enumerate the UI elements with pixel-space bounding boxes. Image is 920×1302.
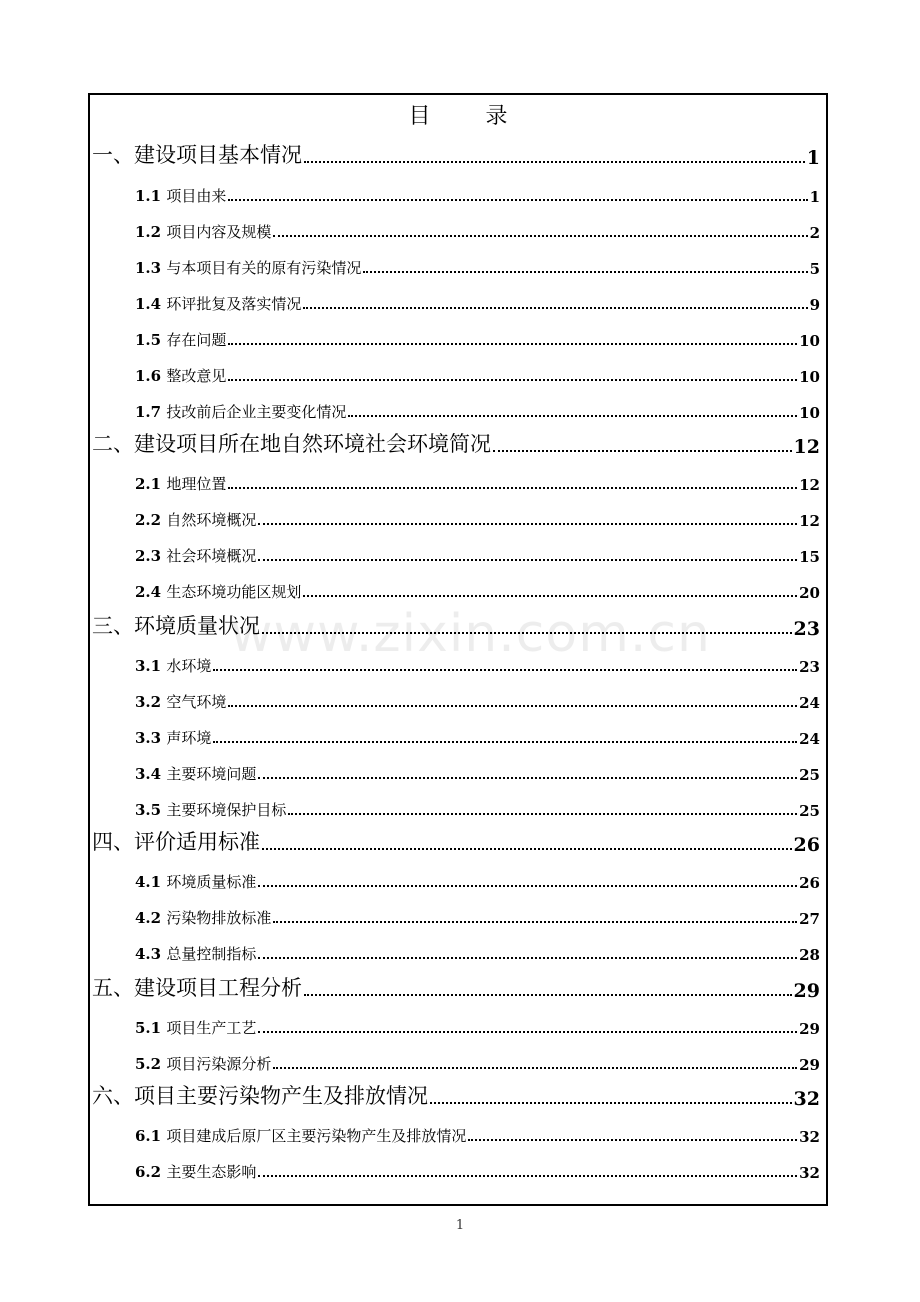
toc-leader-dots (258, 1175, 797, 1177)
toc-entry-text: 建设项目基本情况 (134, 143, 302, 167)
toc-entry-text: 环境质量标准 (166, 873, 257, 891)
toc-page-number: 15 (799, 548, 820, 566)
toc-entry-label (135, 1161, 256, 1182)
toc-entry-text: 主要生态影响 (166, 1163, 257, 1181)
toc-page-number: 1 (806, 147, 820, 169)
toc-section-entry[interactable] (90, 1048, 826, 1074)
toc-entry-text: 建设项目所在地自然环境社会环境简况 (134, 432, 491, 456)
toc-entry-text: 总量控制指标 (166, 945, 257, 963)
toc-leader-dots (228, 379, 797, 381)
toc-chapter-entry[interactable] (90, 432, 826, 458)
toc-title: 目 录 (408, 104, 532, 129)
toc-page-number: 12 (793, 436, 820, 458)
toc-entry-label (135, 401, 346, 422)
toc-entry-text: 整改意见 (166, 367, 227, 385)
toc-entry-number: 2.3 (135, 547, 162, 565)
toc-entry-text: 项目污染源分析 (166, 1055, 272, 1073)
toc-page-number: 25 (799, 802, 820, 820)
toc-entry-text: 污染物排放标准 (166, 909, 272, 927)
toc-entry-text: 自然环境概况 (166, 511, 257, 529)
toc-leader-dots (258, 523, 797, 525)
toc-entry-text: 环境质量状况 (134, 614, 260, 638)
toc-entry-label (135, 293, 301, 314)
toc-entry-label (135, 871, 256, 892)
toc-entry-number: 二、 (92, 432, 134, 456)
toc-leader-dots (258, 559, 797, 561)
toc-page-number: 32 (799, 1164, 820, 1182)
toc-leader-dots (213, 741, 797, 743)
toc-entry-number: 5.2 (135, 1055, 162, 1073)
toc-entry-number: 3.4 (135, 765, 162, 783)
toc-page-number: 23 (799, 658, 820, 676)
toc-page-number: 10 (799, 368, 820, 386)
toc-chapter-entry[interactable] (90, 1084, 826, 1110)
toc-page-number: 23 (793, 618, 820, 640)
toc-section-entry[interactable] (90, 866, 826, 892)
toc-leader-dots (273, 1067, 797, 1069)
toc-entry-text: 评价适用标准 (134, 830, 260, 854)
page-number: 1 (455, 1218, 465, 1233)
toc-leader-dots (303, 595, 797, 597)
toc-section-entry[interactable] (90, 902, 826, 928)
toc-entry-number: 2.2 (135, 511, 162, 529)
toc-page-number: 24 (799, 694, 820, 712)
toc-section-entry[interactable] (90, 288, 826, 314)
toc-leader-dots (468, 1139, 797, 1141)
toc-leader-dots (258, 777, 797, 779)
toc-entry-label (92, 1080, 428, 1110)
toc-entry-text: 项目由来 (166, 187, 227, 205)
toc-entry-number: 三、 (92, 614, 134, 638)
watermark: www.zixin.com.cn (230, 604, 711, 664)
toc-entry-label (92, 826, 260, 856)
toc-page-number: 25 (799, 766, 820, 784)
toc-leader-dots (258, 1031, 797, 1033)
toc-page-number: 24 (799, 730, 820, 748)
toc-section-entry[interactable] (90, 1012, 826, 1038)
toc-leader-dots (228, 343, 797, 345)
toc-leader-dots (258, 957, 797, 959)
toc-entry-label (135, 221, 271, 242)
toc-section-entry[interactable] (90, 1120, 826, 1146)
toc-entry-label (135, 365, 226, 386)
toc-entry-text: 项目建成后原厂区主要污染物产生及排放情况 (166, 1127, 467, 1145)
toc-section-entry[interactable] (90, 686, 826, 712)
toc-section-entry[interactable] (90, 1156, 826, 1182)
toc-entry-number: 3.5 (135, 801, 162, 819)
toc-entry-number: 1.3 (135, 259, 162, 277)
toc-entry-text: 建设项目工程分析 (134, 976, 302, 1000)
toc-section-entry[interactable] (90, 504, 826, 530)
toc-page-number: 1 (809, 188, 820, 206)
toc-page-number: 27 (799, 910, 820, 928)
toc-entry-text: 项目主要污染物产生及排放情况 (134, 1084, 428, 1108)
toc-entry-number: 6.2 (135, 1163, 162, 1181)
toc-page-number: 9 (809, 296, 820, 314)
toc-leader-dots (213, 669, 797, 671)
toc-section-entry[interactable] (90, 468, 826, 494)
toc-entry-label (135, 473, 226, 494)
toc-page-number: 26 (799, 874, 820, 892)
toc-leader-dots (273, 921, 797, 923)
toc-entry-text: 环评批复及落实情况 (166, 295, 302, 313)
toc-section-entry[interactable] (90, 396, 826, 422)
toc-section-entry[interactable] (90, 216, 826, 242)
toc-entry-number: 4.2 (135, 909, 162, 927)
toc-page-number: 10 (799, 404, 820, 422)
toc-page-number: 20 (799, 584, 820, 602)
toc-entry-text: 生态环境功能区规划 (166, 583, 302, 601)
toc-leader-dots (348, 415, 797, 417)
toc-entry-number: 1.2 (135, 223, 162, 241)
toc-section-entry[interactable] (90, 794, 826, 820)
toc-entry-label (135, 691, 226, 712)
toc-page-number: 29 (799, 1056, 820, 1074)
toc-entry-number: 1.6 (135, 367, 162, 385)
toc-entry-label (92, 139, 302, 169)
toc-entry-text: 与本项目有关的原有污染情况 (166, 259, 362, 277)
toc-page-number: 26 (793, 834, 820, 856)
toc-entry-number: 6.1 (135, 1127, 162, 1145)
toc-leader-dots (304, 161, 805, 163)
toc-entry-text: 项目生产工艺 (166, 1019, 257, 1037)
toc-entry-label (135, 943, 256, 964)
toc-entry-label (135, 509, 256, 530)
toc-entry-label (135, 763, 256, 784)
toc-entry-label (135, 1053, 271, 1074)
toc-entry-label (135, 799, 286, 820)
toc-section-entry[interactable] (90, 540, 826, 566)
toc-leader-dots (228, 487, 797, 489)
toc-section-entry[interactable] (90, 360, 826, 386)
toc-entry-text: 技改前后企业主要变化情况 (166, 403, 347, 421)
toc-page-number: 29 (793, 980, 820, 1002)
toc-entry-number: 3.2 (135, 693, 162, 711)
toc-chapter-entry[interactable] (90, 830, 826, 856)
toc-entry-label (92, 972, 302, 1002)
toc-entry-label (135, 329, 226, 350)
toc-leader-dots (228, 705, 797, 707)
toc-entry-text: 水环境 (166, 657, 212, 675)
toc-entry-text: 存在问题 (166, 331, 227, 349)
toc-page-number: 32 (793, 1088, 820, 1110)
toc-page-number: 29 (799, 1020, 820, 1038)
toc-section-entry[interactable] (90, 324, 826, 350)
toc-entry-label (135, 257, 361, 278)
toc-entry-text: 声环境 (166, 729, 212, 747)
toc-leader-dots (258, 885, 797, 887)
toc-page-number: 12 (799, 476, 820, 494)
toc-entry-number: 一、 (92, 143, 134, 167)
toc-section-entry[interactable] (90, 938, 826, 964)
toc-entry-number: 1.4 (135, 295, 162, 313)
toc-entry-number: 2.4 (135, 583, 162, 601)
toc-entry-text: 社会环境概况 (166, 547, 257, 565)
toc-entry-label (135, 1125, 466, 1146)
toc-entry-label (135, 727, 211, 748)
toc-leader-dots (288, 813, 797, 815)
toc-entry-text: 地理位置 (166, 475, 227, 493)
toc-page-number: 12 (799, 512, 820, 530)
toc-leader-dots (430, 1102, 792, 1104)
toc-page-number: 10 (799, 332, 820, 350)
toc-entry-text: 主要环境问题 (166, 765, 257, 783)
toc-leader-dots (493, 450, 792, 452)
toc-entry-text: 空气环境 (166, 693, 227, 711)
toc-entry-label (135, 655, 211, 676)
toc-entry-number: 六、 (92, 1084, 134, 1108)
toc-entry-number: 1.7 (135, 403, 162, 421)
toc-chapter-entry[interactable] (90, 976, 826, 1002)
toc-section-entry[interactable] (90, 758, 826, 784)
toc-entry-number: 1.1 (135, 187, 162, 205)
toc-leader-dots (228, 199, 807, 201)
toc-page-number: 28 (799, 946, 820, 964)
toc-entry-label (135, 907, 271, 928)
toc-entry-number: 4.3 (135, 945, 162, 963)
toc-leader-dots (363, 271, 807, 273)
toc-entry-label (135, 581, 301, 602)
toc-entry-label (92, 428, 491, 458)
toc-entry-number: 3.1 (135, 657, 162, 675)
toc-entry-text: 项目内容及规模 (166, 223, 272, 241)
toc-entry-number: 四、 (92, 830, 134, 854)
toc-entry-label (135, 185, 226, 206)
toc-section-entry[interactable] (90, 252, 826, 278)
toc-page-number: 2 (809, 224, 820, 242)
toc-leader-dots (262, 848, 792, 850)
toc-entry-number: 1.5 (135, 331, 162, 349)
toc-chapter-entry[interactable] (90, 143, 826, 169)
toc-entry-number: 2.1 (135, 475, 162, 493)
toc-entry-text: 主要环境保护目标 (166, 801, 287, 819)
toc-entry-number: 4.1 (135, 873, 162, 891)
toc-entry-label (135, 1017, 256, 1038)
toc-leader-dots (304, 994, 792, 996)
toc-entry-number: 5.1 (135, 1019, 162, 1037)
toc-page-number: 32 (799, 1128, 820, 1146)
toc-entry-label (135, 545, 256, 566)
toc-leader-dots (273, 235, 807, 237)
toc-entry-number: 3.3 (135, 729, 162, 747)
toc-entry-number: 五、 (92, 976, 134, 1000)
toc-page-number: 5 (809, 260, 820, 278)
toc-section-entry[interactable] (90, 722, 826, 748)
toc-leader-dots (303, 307, 807, 309)
toc-section-entry[interactable] (90, 576, 826, 602)
toc-section-entry[interactable] (90, 180, 826, 206)
